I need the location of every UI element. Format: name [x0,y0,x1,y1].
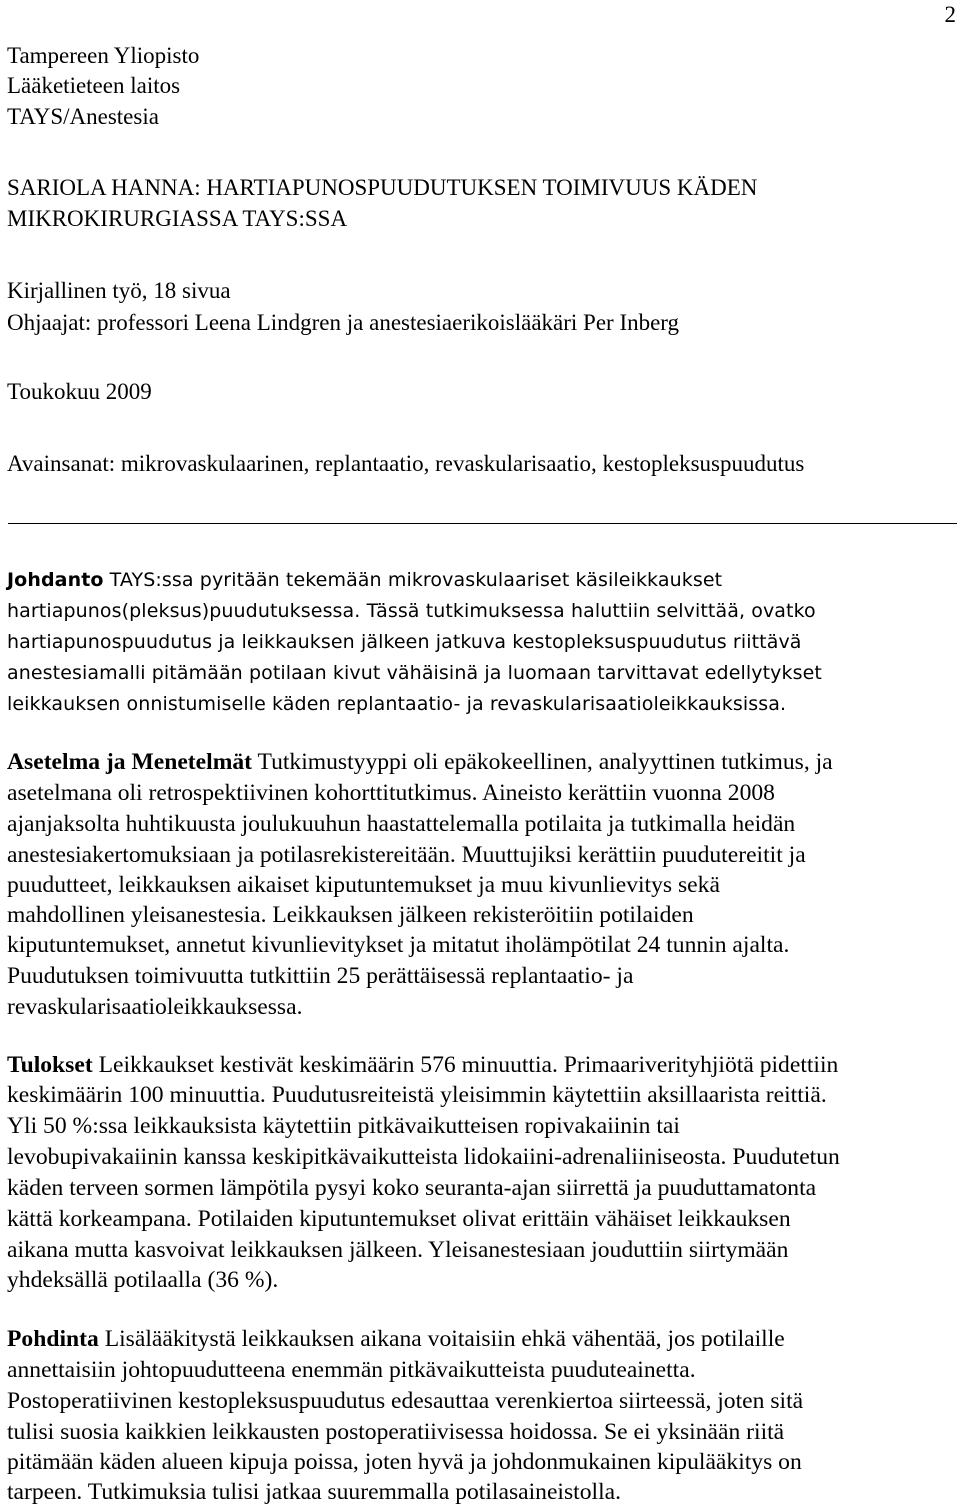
discussion-line-text: tarpeen. Tutkimuksia tulisi jatkaa suuremmalla potilasaineistolla. [7,1479,621,1505]
methods-line-text: Tutkimustyyppi oli epäkokeellinen, analyyttinen tutkimus, ja [252,749,833,775]
discussion-line-text: pitämään käden alueen kipuja poissa, joten hyvä ja johdonmukainen kipulääkitys on [7,1449,802,1475]
methods-line-text: anestesiakertomuksiaan ja potilasrekistereitään. Muuttujiksi kerättiin puudutereitit ja [7,842,806,868]
results-line [7,1265,278,1295]
discussion-line [7,1417,784,1447]
results-heading: Tulokset [7,1052,93,1078]
results-line-text: keskimäärin 100 minuuttia. Puudutusreiteistä yleisimmin käytettiin aksillaarista reittiä. [7,1082,827,1108]
results-line-text: Leikkaukset kestivät keskimäärin 576 minuuttia. Primaariverityhjiötä pidettiin [92,1052,839,1078]
discussion-line [7,1324,785,1354]
intro-line [7,689,786,719]
intro-line-text: hartiapunospuudutus ja leikkauksen jälkeen jatkuva kestopleksuspuudutus riittävä [7,631,802,653]
results-line-text: kättä korkeampana. Potilaiden kiputuntemukset olivat erittäin vähäiset leikkauksen [7,1206,791,1232]
title-line-2: MIKROKIRURGIASSA TAYS:SSA [7,206,348,231]
discussion-line-text: Postoperatiivinen kestopleksuspuudutus edesauttaa verenkiertoa siirteessä, joten sitä [7,1388,804,1414]
title-line-1: SARIOLA HANNA: HARTIAPUNOSPUUDUTUKSEN TOIMIVUUS KÄDEN [7,175,758,200]
work-type: Kirjallinen työ, 18 sivua [7,278,231,303]
methods-line-text: mahdollinen yleisanestesia. Leikkauksen jälkeen rekisteröitiin potilaiden [7,902,694,928]
intro-line-text: hartiapunos(pleksus)puudutuksessa. Tässä tutkimuksessa haluttiin selvittää, ovatko [7,600,816,622]
intro-line-text: leikkauksen onnistumiselle käden replantaatio- ja revaskularisaatioleikkauksissa. [7,693,787,715]
results-line-text: aikana mutta kasvoivat leikkauksen jälkeen. Yleisanestesiaan jouduttiin siirtymään [7,1237,789,1263]
results-line [7,1050,838,1080]
intro-heading: Johdanto [7,569,104,591]
intro-line-text: anestesiamalli pitämään potilaan kivut vähäisinä ja luomaan tarvittavat edellytykset [7,662,822,684]
results-line [7,1111,680,1141]
methods-line [7,809,795,839]
methods-line [7,900,694,930]
intro-line [7,627,802,657]
discussion-line-text: Lisälääkitystä leikkauksen aikana voitaisiin ehkä vähentää, jos potilaille [98,1326,785,1352]
methods-line-text: asetelmana oli retrospektiivinen kohorttitutkimus. Aineisto kerättiin vuonna 2008 [7,780,775,806]
page-number: 2 [944,2,956,27]
discussion-heading: Pohdinta [7,1326,99,1352]
methods-line-text: ajanjaksolta huhtikuusta joulukuuhun haastattelemalla potilaita ja tutkimalla heidän [7,811,796,837]
methods-heading: Asetelma ja Menetelmät [7,749,253,775]
discussion-line [7,1447,802,1477]
discussion-line [7,1386,803,1416]
date: Toukokuu 2009 [7,379,152,404]
results-line [7,1142,840,1172]
results-line [7,1204,791,1234]
results-line-text: levobupivakaiinin kanssa keskipitkävaikutteista lidokaiini-adrenaliiniseosta. Puudutetun [7,1144,840,1170]
methods-line [7,992,302,1022]
unit-name: TAYS/Anestesia [7,104,159,129]
discussion-line-text: tulisi suosia kaikkien leikkausten postoperatiivisessa hoidossa. Se ei yksinään riitä [7,1419,785,1445]
supervisors: Ohjaajat: professori Leena Lindgren ja anestesiaerikoislääkäri Per Inberg [7,310,680,335]
institution-name: Tampereen Yliopisto [7,43,200,68]
results-line [7,1235,788,1265]
methods-line [7,778,775,808]
results-line [7,1080,827,1110]
methods-line [7,961,633,991]
intro-line-text: TAYS:ssa pyritään tekemään mikrovaskulaariset käsileikkaukset [103,569,723,591]
discussion-line [7,1355,696,1385]
intro-line [7,658,822,688]
methods-line-text: puudutteet, leikkauksen aikaiset kiputuntemukset ja muu kivunlievitys sekä [7,872,720,898]
methods-line-text: kiputuntemukset, annetut kivunlievitykset ja mitatut iholämpötilat 24 tunnin ajalta. [7,932,790,958]
discussion-line-text: annettaisiin johtopuudutteena enemmän pitkävaikutteista puuduteainetta. [7,1357,696,1383]
intro-line [7,596,816,626]
intro-line [7,565,722,595]
discussion-line [7,1477,621,1507]
methods-line [7,930,789,960]
section-divider [8,523,957,524]
methods-line [7,747,833,777]
methods-line [7,870,720,900]
methods-line-text: Puudutuksen toimivuutta tutkittiin 25 perättäisessä replantaatio- ja [7,963,634,989]
methods-line [7,840,806,870]
results-line-text: yhdeksällä potilaalla (36 %). [7,1267,279,1293]
results-line-text: Yli 50 %:ssa leikkauksista käytettiin pitkävaikutteisen ropivakaiinin tai [7,1113,680,1139]
methods-line-text: revaskularisaatioleikkauksessa. [7,994,303,1020]
department-name: Lääketieteen laitos [7,73,181,98]
keywords: Avainsanat: mikrovaskulaarinen, replantaatio, revaskularisaatio, kestopleksuspuudutus [7,451,805,476]
results-line-text: käden terveen sormen lämpötila pysyi koko seuranta-ajan siirrettä ja puuduttamatonta [7,1175,817,1201]
results-line [7,1173,816,1203]
